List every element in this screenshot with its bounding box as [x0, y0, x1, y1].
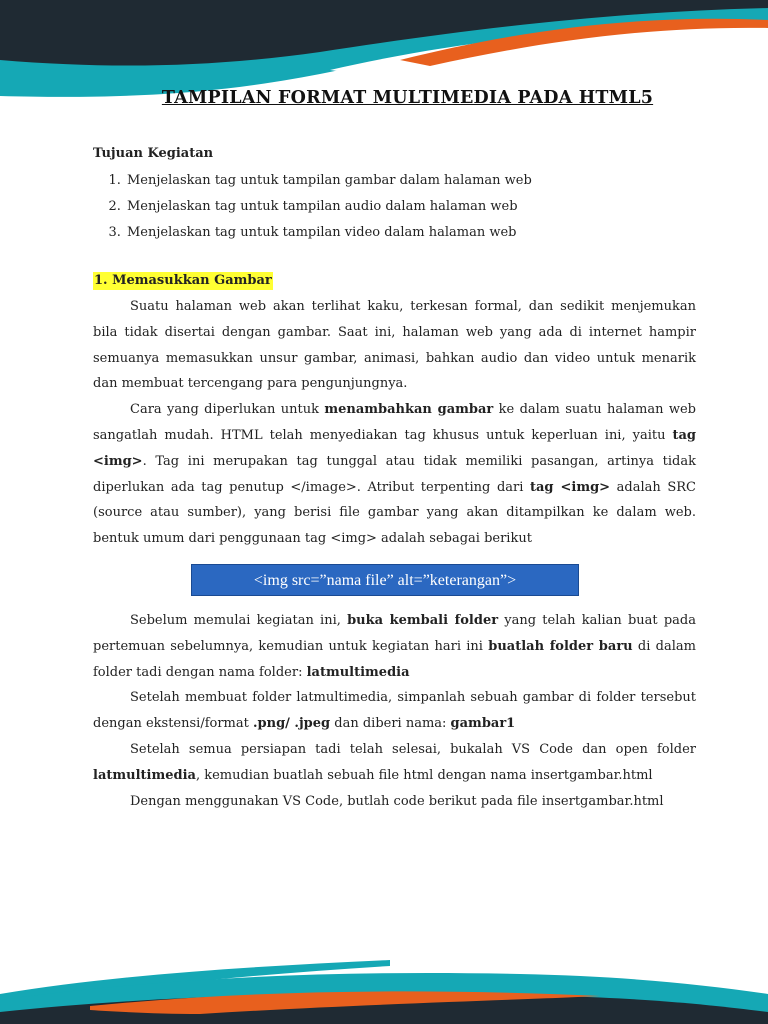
section-heading: 1. Memasukkan Gambar: [94, 273, 272, 288]
paragraph-intro: Suatu halaman web akan terlihat kaku, terkesan formal, dan sedikit menjemukan bila tidak disertai dengan gambar. Saat ini, halaman web yang ada di internet hampir semuanya memasukkan unsur gambar, animasi, bahkan audio dan video untuk menarik dan membuat tercengang para pengunjungnya.: [93, 299, 696, 392]
goal-item: 2. Menjelaskan tag untuk tampilan audio dalam halaman web: [125, 194, 696, 220]
paragraph-folder: Sebelum memulai kegiatan ini, buka kembali folder yang telah kalian buat pada pertemuan sebelumnya, kemudian untuk kegiatan hari ini buatlah folder baru di dalam folder tadi dengan nama folder: latmultimedia: [93, 612, 696, 680]
footer-decoration: [0, 954, 768, 1024]
paragraph-code-instruction: Dengan menggunakan VS Code, butlah code berikut pada file insertgambar.html: [130, 793, 664, 809]
goal-item: 3. Menjelaskan tag untuk tampilan video dalam halaman web: [125, 220, 696, 246]
header-decoration: [0, 0, 768, 100]
goal-item: 1. Menjelaskan tag untuk tampilan gambar dalam halaman web: [125, 168, 696, 194]
page-title: TAMPILAN FORMAT MULTIMEDIA PADA HTML5: [161, 88, 654, 108]
goals-heading: Tujuan Kegiatan: [93, 146, 214, 161]
code-example-box: <img src=”nama file” alt=”keterangan”>: [191, 564, 579, 596]
goals-list: [93, 168, 696, 246]
document-body: [93, 88, 696, 814]
paragraph-save-image: Setelah membuat folder latmultimedia, simpanlah sebuah gambar di folder tersebut dengan ekstensi/format .png/ .jpeg dan diberi nama: gambar1: [93, 690, 696, 732]
paragraph-img-tag: Cara yang diperlukan untuk menambahkan gambar ke dalam suatu halaman web sangatlah mudah. HTML telah menyediakan tag khusus untuk keperluan ini, yaitu tag <img>. Tag ini merupakan tag tunggal atau tidak memiliki pasangan, artinya tidak diperlukan ada tag penutup </image>. Atribut terpenting dari tag <img> adalah SRC (source atau sumber), yang berisi file gambar yang akan ditampilkan ke dalam web. bentuk umum dari penggunaan tag <img> adalah sebagai berikut: [93, 402, 696, 547]
paragraph-open-vscode: Setelah semua persiapan tadi telah selesai, bukalah VS Code dan open folder latmultimedia, kemudian buatlah sebuah file html dengan nama insertgambar.html: [93, 741, 696, 783]
